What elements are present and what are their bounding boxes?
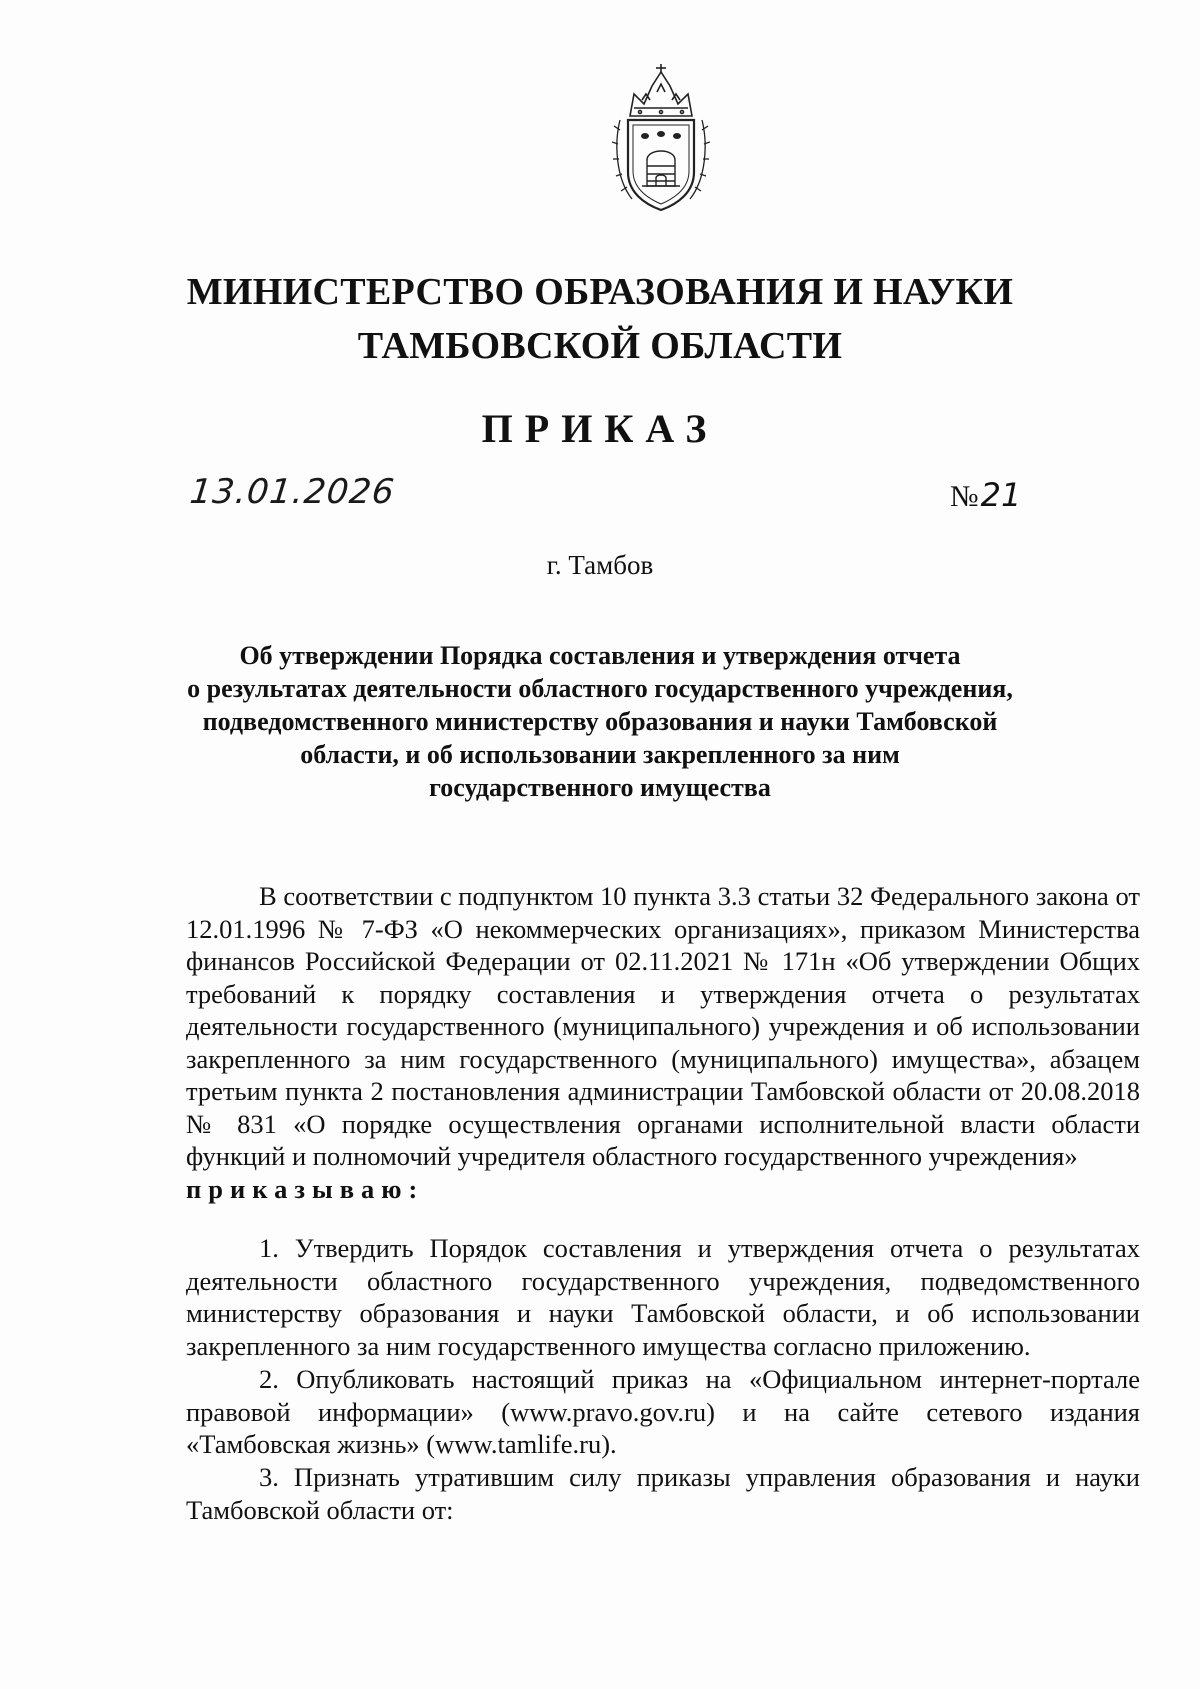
preamble-text: В соответствии с подпунктом 10 пункта 3.3 статьи 32 Федерального закона от 12.01.1996 № 7-ФЗ «О некоммерческих организациях», приказом Министерства финансов Российской Федерации от 02.11.2021 № 171н «Об утверждении Общих требований к порядку составления и утверждения отчета о результатах деятельности государственного (муниципального) учреждения и об использовании закрепленного за ним государственного (муниципального) имущества», абзацем третьим пункта 2 постановления администрации Тамбовской области от 20.08.2018 № 831 «О порядке осуществления органами исполнительной власти области функций и полномочий учредителя областного государственного учреждения» <box>186 881 1140 1171</box>
ministry-name-line-1: МИНИСТЕРСТВО ОБРАЗОВАНИЯ И НАУКИ <box>186 271 1014 313</box>
number-label: № <box>950 480 979 513</box>
handwritten-date: 13.01.2026 <box>187 472 397 512</box>
preamble-paragraph <box>186 880 1140 1205</box>
document-type: ПРИКАЗ <box>481 406 719 451</box>
title-line: подведомственного министерству образования и науки Тамбовской <box>202 707 998 736</box>
order-item-1 <box>186 1232 1140 1362</box>
ministry-name-line-2: ТАМБОВСКОЙ ОБЛАСТИ <box>357 325 843 367</box>
city: г. Тамбов <box>546 550 654 580</box>
order-item-text: 3. Признать утратившим силу приказы управления образования и науки Тамбовской области от: <box>186 1462 1140 1525</box>
document-number <box>950 476 1021 514</box>
coat-of-arms-icon <box>612 64 710 214</box>
title-line: Об утверждении Порядка составления и утверждения отчета <box>239 641 961 670</box>
handwritten-number: 21 <box>980 476 1022 514</box>
title-line: государственного имущества <box>429 773 771 802</box>
order-word: приказываю: <box>186 1173 425 1204</box>
order-item-text: 1. Утвердить Порядок составления и утверждения отчета о результатах деятельности областного государственного учреждения, подведомственного министерству образования и науки Тамбовской области, и об использовании закрепленного за ним государственного имущества согласно приложению. <box>186 1233 1140 1361</box>
order-item-text: 2. Опубликовать настоящий приказ на «Официальном интернет-портале правовой информации» (www.pravo.gov.ru) и на сайте сетевого издания «Тамбовская жизнь» (www.tamlife.ru). <box>186 1364 1140 1459</box>
order-item-3 <box>186 1461 1140 1526</box>
title-line: области, и об использовании закрепленного за ним <box>300 740 900 769</box>
title-line: о результатах деятельности областного государственного учреждения, <box>187 674 1013 703</box>
order-item-2 <box>186 1363 1140 1461</box>
order-title <box>150 639 1050 804</box>
